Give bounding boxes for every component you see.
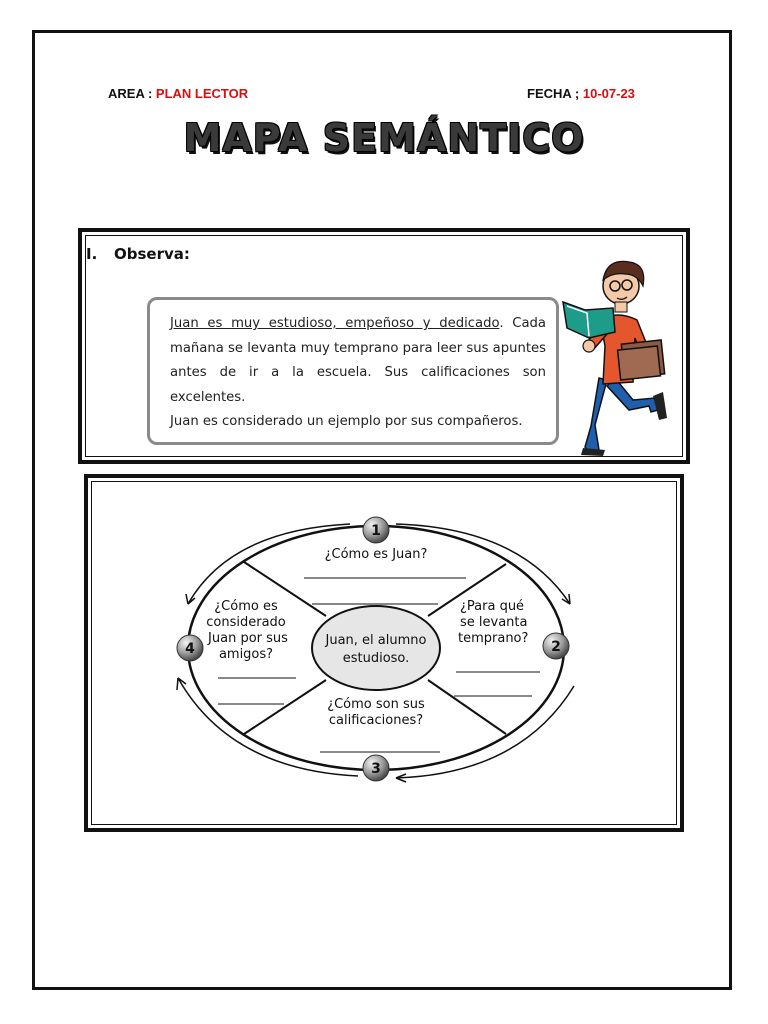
question-2-line-3: temprano? xyxy=(458,631,529,646)
fecha-label: FECHA ; xyxy=(527,86,580,101)
question-4-line-2: considerado xyxy=(206,615,286,630)
center-line-1: Juan, el alumno xyxy=(325,633,427,648)
number-ball-2 xyxy=(543,633,569,659)
question-4-line-3: Juan por sus xyxy=(208,631,288,646)
question-2-line-2: se levanta xyxy=(460,615,528,630)
reading-underlined: Juan es muy estudioso, empeñoso y dedicado xyxy=(170,316,500,331)
question-3-line-2: calificaciones? xyxy=(328,713,424,728)
boy-reading-illustration xyxy=(555,250,680,460)
question-4-line-4: amigos? xyxy=(218,647,274,662)
area-value: PLAN LECTOR xyxy=(155,86,249,101)
question-3-line-1: ¿Cómo son sus xyxy=(327,697,425,712)
reading-rest: . Cada mañana se levanta muy temprano para leer sus apuntes antes de ir a la escuela. Sus calificaciones son excelentes. xyxy=(170,316,546,405)
center-ellipse xyxy=(312,606,440,690)
page-title: MAPA SEMÁNTICO xyxy=(183,116,585,160)
center-line-2: estudioso. xyxy=(342,651,410,666)
reading-line2: Juan es considerado un ejemplo por sus compañeros. xyxy=(170,414,523,429)
fecha-value: 10-07-23 xyxy=(582,86,635,101)
question-4-line-1: ¿Cómo es xyxy=(214,599,278,614)
number-3: 3 xyxy=(371,761,381,777)
fecha-field xyxy=(527,86,635,101)
number-ball-4 xyxy=(177,635,203,661)
area-field xyxy=(108,86,248,101)
number-ball-1 xyxy=(363,517,389,543)
section-heading xyxy=(86,245,190,263)
number-1: 1 xyxy=(371,523,381,539)
number-4: 4 xyxy=(185,641,195,657)
area-label: AREA : xyxy=(108,86,153,101)
semantic-map xyxy=(170,512,590,792)
reading-textbox xyxy=(147,297,559,445)
number-ball-3 xyxy=(363,755,389,781)
section-numeral: I. xyxy=(86,245,98,263)
question-1: ¿Cómo es Juan? xyxy=(324,547,428,562)
section-title: Observa: xyxy=(114,245,190,263)
number-2: 2 xyxy=(551,639,561,655)
question-2-line-1: ¿Para qué xyxy=(460,599,525,614)
